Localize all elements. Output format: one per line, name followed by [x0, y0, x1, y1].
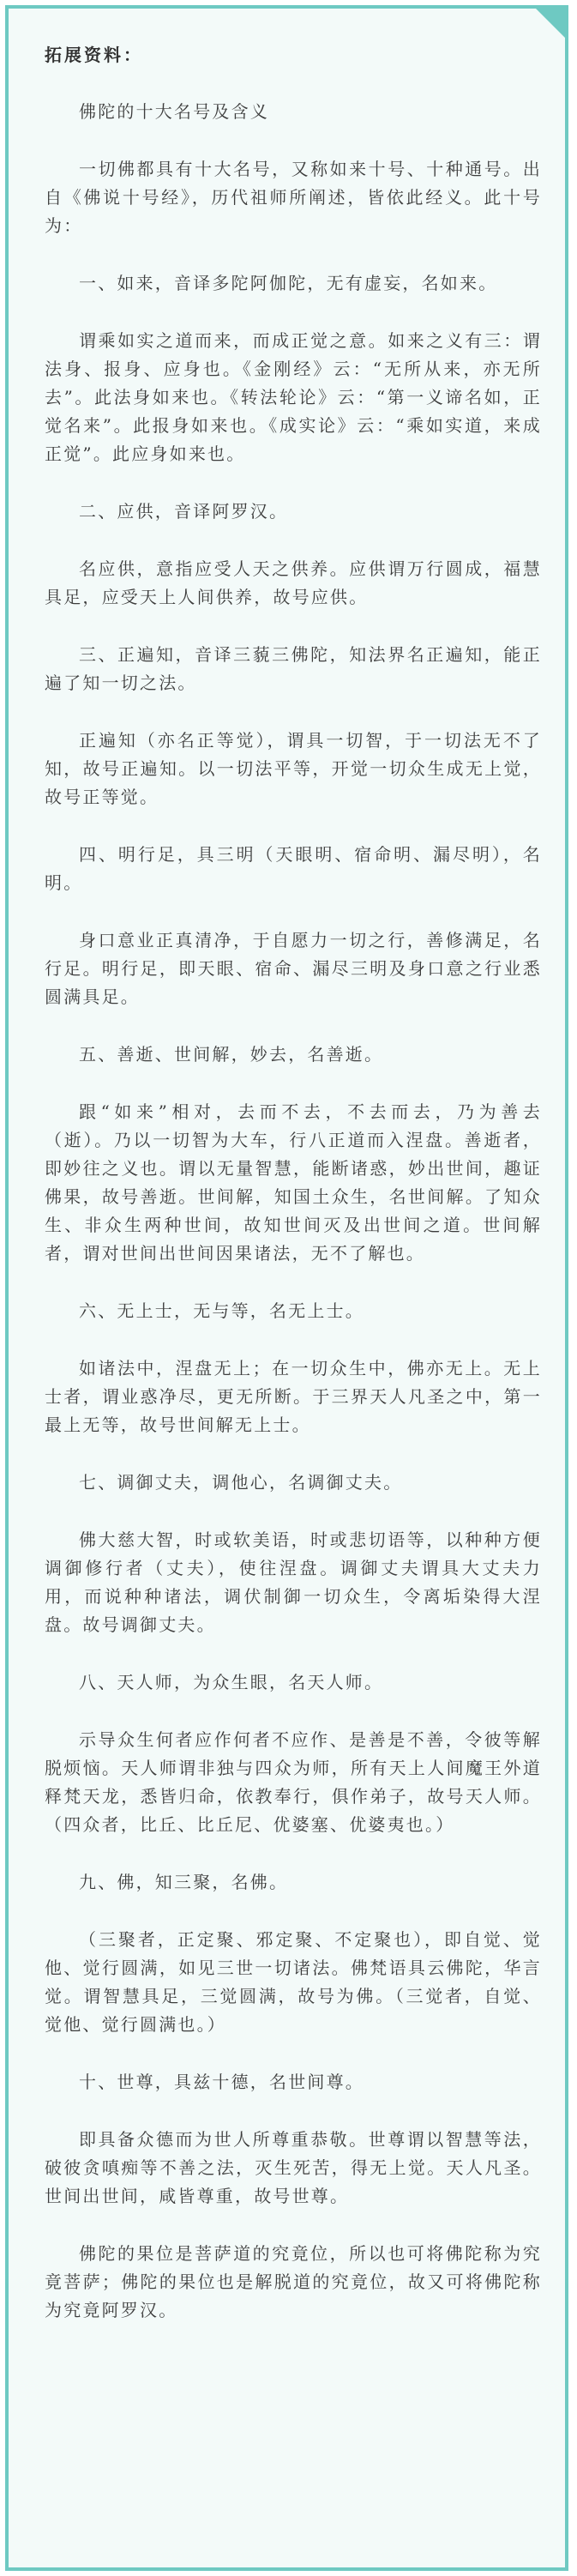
paragraph: 五、善逝、世间解，妙去，名善逝。: [79, 1044, 384, 1065]
paragraph-list: [45, 98, 542, 2325]
paragraph: 一、如来，音译多陀阿伽陀，无有虚妄，名如来。: [79, 273, 498, 293]
paragraph: 示导众生何者应作何者不应作、是善是不善，令彼等解脱烦恼。天人师谓非独与四众为师，所有天上人间魔王外道释梵天龙，悉皆归命，依教奉行，俱作弟子，故号天人师。（四众者，比丘、比丘尼、优婆塞、优婆夷也。）: [45, 1729, 542, 1835]
section-heading: 拓展资料：: [45, 45, 143, 65]
paragraph: 佛陀的果位是菩萨道的究竟位，所以也可将佛陀称为究竟菩萨；佛陀的果位也是解脱道的究竟位，故又可将佛陀称为究竟阿罗汉。: [45, 2243, 542, 2320]
paragraph: 佛大慈大智，时或软美语，时或悲切语等，以种种方便调御修行者（丈夫），使往涅盘。调御丈夫谓具大丈夫力用，而说种种诸法，调伏制御一切众生，令离垢染得大涅盘。故号调御丈夫。: [45, 1529, 542, 1635]
corner-ribbon: [536, 9, 565, 38]
paragraph: 四、明行足，具三明（天眼明、宿命明、漏尽明），名明。: [45, 844, 542, 893]
paragraph: 正遍知（亦名正等觉），谓具一切智，于一切法无不了知，故号正遍知。以一切法平等，开觉一切众生成无上觉，故号正等觉。: [45, 730, 542, 807]
article-frame: [5, 5, 568, 2571]
article-title: 佛陀的十大名号及含义: [79, 101, 269, 122]
paragraph: 六、无上士，无与等，名无上士。: [79, 1300, 364, 1321]
paragraph: 八、天人师，为众生眼，名天人师。: [79, 1672, 384, 1692]
paragraph: 名应供，意指应受人天之供养。应供谓万行圆成，福慧具足，应受天上人间供养，故号应供。: [45, 558, 542, 607]
paragraph: （三聚者，正定聚、邪定聚、不定聚也），即自觉、觉他、觉行圆满，如见三世一切诸法。佛梵语具云佛陀，华言觉。谓智慧具足，三觉圆满，故号为佛。（三觉者，自觉、觉他、觉行圆满也。）: [45, 1929, 542, 2035]
paragraph: 一切佛都具有十大名号，又称如来十号、十种通号。出自《佛说十号经》，历代祖师所阐述，皆依此经义。此十号为：: [45, 159, 542, 236]
paragraph: 九、佛，知三聚，名佛。: [79, 1872, 289, 1892]
paragraph: 二、应供，音译阿罗汉。: [79, 501, 289, 522]
paragraph: 如诸法中，涅盘无上；在一切众生中，佛亦无上。无上士者，谓业惑净尽，更无所断。于三界天人凡圣之中，第一最上无等，故号世间解无上士。: [45, 1358, 542, 1435]
paragraph: 十、世尊，具兹十德，名世间尊。: [79, 2072, 364, 2092]
article-content: [45, 41, 542, 2354]
paragraph: 跟“如来”相对，去而不去，不去而去，乃为善去（逝）。乃以一切智为大车，行八正道而入涅盘。善逝者，即妙往之义也。谓以无量智慧，能断诸惑，妙出世间，趣证佛果，故号善逝。世间解，知国土众生，名世间解。了知众生、非众生两种世间，故知世间灭及出世间之道。世间解者，谓对世间出世间因果诸法，无不了解也。: [45, 1101, 542, 1264]
paragraph: 谓乘如实之道而来，而成正觉之意。如来之义有三：谓法身、报身、应身也。《金刚经》云：“无所从来，亦无所去”。此法身如来也。《转法轮论》云：“第一义谛名如，正觉名来”。此报身如来也。《成实论》云：“乘如实道，来成正觉”。此应身如来也。: [45, 330, 542, 464]
paragraph: 三、正遍知，音译三藐三佛陀，知法界名正遍知，能正遍了知一切之法。: [45, 644, 542, 693]
paragraph: 身口意业正真清净，于自愿力一切之行，善修满足，名行足。明行足，即天眼、宿命、漏尽三明及身口意之行业悉圆满具足。: [45, 930, 542, 1007]
paragraph: 即具备众德而为世人所尊重恭敬。世尊谓以智慧等法，破彼贪嗔痴等不善之法，灭生死苦，得无上觉。天人凡圣。世间出世间，咸皆尊重，故号世尊。: [45, 2129, 542, 2206]
paragraph: 七、调御丈夫，调他心，名调御丈夫。: [79, 1472, 403, 1493]
